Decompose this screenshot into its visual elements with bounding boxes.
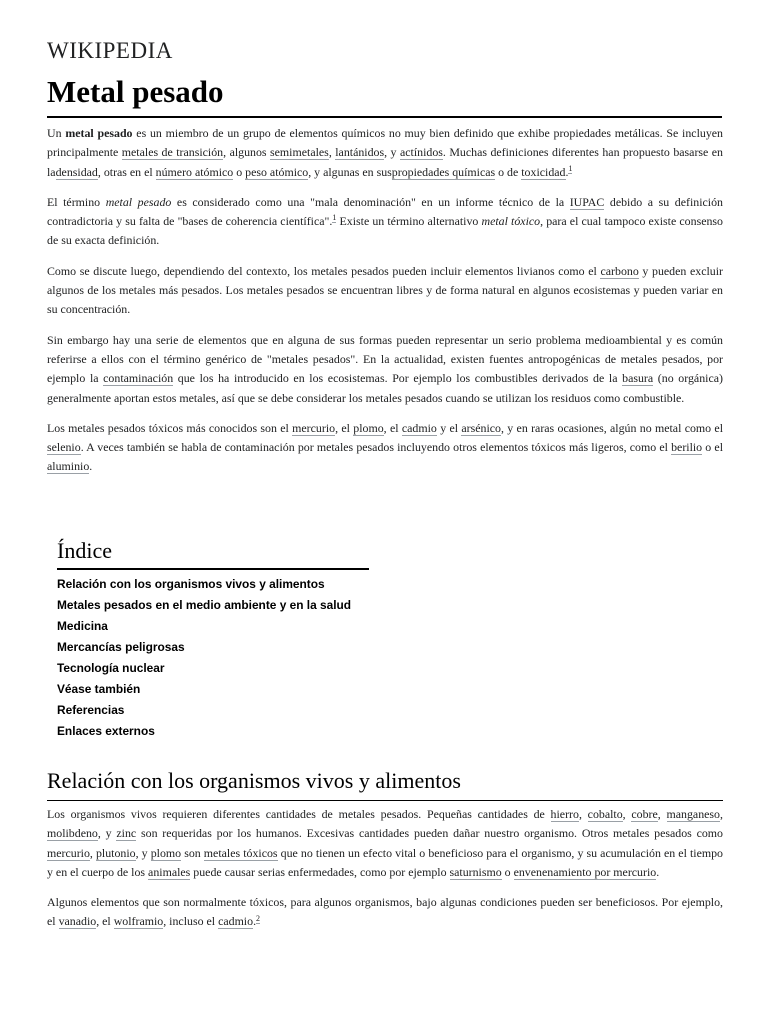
link-lantanidos[interactable]: lantánidos [335,145,385,160]
wikipedia-wordmark[interactable]: WIKIPEDIA [47,38,173,63]
italic-term: metal tóxico [481,214,541,229]
link-mercurio[interactable]: mercurio [47,845,90,860]
link-peso-atomico[interactable]: peso atómico [245,164,309,179]
link-envenenamiento-por-mercurio[interactable]: envenenamiento por mercurio [513,864,657,879]
reference-marker[interactable]: 2 [256,913,261,923]
link-plomo[interactable]: plomo [150,845,182,860]
section-body [47,805,723,943]
bold-term: metal pesado [65,126,133,140]
link-actinidos[interactable]: actínidos [399,145,443,160]
toc-heading: Índice [57,538,112,563]
link-wolframio[interactable]: wolframio [113,914,164,929]
paragraph-4: Sin embargo hay una serie de elementos que en alguna de sus formas pueden representar un serio problema medioambiental y es común referirse a ellos con el término genérico de "metales pesados". En la actualidad, existen fuentes antropogénicas de metales pesados, por ejemplo la contaminación que los ha introducido en los ecosistemas. Por ejemplo los combustibles derivados de la basura (no orgánica) generalmente aportan estos metales, así que se debe considerar los metales pesados cuando se utilizan los residuos como combustible. [47,332,723,405]
link-hierro[interactable]: hierro [550,807,579,821]
link-propiedades-quimicas[interactable]: propiedades químicas [391,164,496,179]
paragraph-2: El término metal pesado es considerado como una "mala denominación" en un informe técnico de la IUPAC debido a su definición contradictoria y su falta de "bases de coherencia científica".$^1$ Existe un término alternativo metal tóxico, para el cual tampoco existe consenso de su exacta definición. [47,194,723,248]
toc-item[interactable]: Metales pesados en el medio ambiente y en la salud [57,598,352,612]
title-underline [47,116,722,118]
link-manganeso[interactable]: manganeso [666,807,721,821]
toc-item[interactable]: Referencias [57,703,125,717]
toc-item[interactable]: Medicina [57,619,108,633]
link-berilio[interactable]: berilio [671,440,703,455]
reference-marker[interactable]: 1 [332,213,337,223]
paragraph-3: Como se discute luego, dependiendo del contexto, los metales pesados pueden incluir elementos livianos como el carbono y pueden excluir algunos de los metales más pesados. Los metales pesados se encuentran libres y de forma natural en algunos ecosistemas y pueden variar en su concentración. [47,263,723,317]
paragraph-1: Un metal pesado es un miembro de un grupo de elementos químicos no muy bien definido que exhibe propiedades metálicas. Se incluyen principalmente metales de transición, algunos semimetales, lantánidos, y actínidos. Muchas definiciones diferentes han propuesto basarse en ladensidad, otras en el número atómico o peso atómico, y algunas en suspropiedades químicas o de toxicidad.$^1$ [47,126,724,179]
link-zinc[interactable]: zinc [116,826,137,841]
link-selenio[interactable]: selenio [47,440,81,455]
section-heading: Relación con los organismos vivos y alimentos [47,768,461,793]
section-paragraph-1: Los organismos vivos requieren diferentes cantidades de metales pesados. Pequeñas cantidades de hierro, cobalto, cobre, manganeso, molibdeno, y zinc son requeridas por los humanos. Excesivas cantidades pueden dañar nuestro organismo. Otros metales pesados como mercurio, plutonio, y plomo son metales tóxicos que no tienen un efecto vital o beneficioso para el organismo, y su acumulación en el tiempo y en el cuerpo de los animales puede causar serias enfermedades, como por ejemplo saturnismo o envenenamiento por mercurio. [47,807,723,879]
toc-item[interactable]: Enlaces externos [57,724,155,738]
reference-marker[interactable]: 1 [568,163,573,173]
link-cadmio[interactable]: cadmio [401,420,437,435]
link-semimetales[interactable]: semimetales [270,145,329,160]
link-cobre[interactable]: cobre [631,807,658,821]
link-carbono[interactable]: carbono [600,263,639,278]
toc-item[interactable]: Relación con los organismos vivos y alimentos [57,577,325,591]
section-underline [47,800,723,801]
link-numero-atomico[interactable]: número atómico [155,164,234,179]
page-title: Metal pesado [47,74,224,109]
link-densidad[interactable]: densidad [55,164,98,179]
link-cobalto[interactable]: cobalto [587,807,623,821]
section-paragraph-2: Algunos elementos que son normalmente tóxicos, para algunos organismos, bajo algunas condiciones pueden ser beneficiosos. Por ejemplo, el vanadio, el wolframio, incluso el cadmio.$^2$ [47,895,723,929]
link-contaminacion[interactable]: contaminación [103,371,174,386]
paragraph-5: Los metales pesados tóxicos más conocidos son el mercurio, el plomo, el cadmio y el arsénico, y en raras ocasiones, algún no metal como el selenio. A veces también se habla de contaminación por metales pesados incluyendo otros elementos tóxicos más ligeros, como el berilio o el aluminio. [47,420,724,474]
link-cadmio[interactable]: cadmio [218,914,254,929]
link-vanadio[interactable]: vanadio [58,914,97,929]
toc-list [57,574,377,742]
link-basura[interactable]: basura [622,371,654,386]
link-aluminio[interactable]: aluminio [47,459,90,474]
toc-underline [57,568,369,570]
link-animales[interactable]: animales [148,864,191,879]
table-of-contents [57,538,377,742]
link-toxicidad[interactable]: toxicidad [521,164,566,179]
toc-item[interactable]: Tecnología nuclear [57,661,165,675]
link-molibdeno[interactable]: molibdeno [47,826,98,841]
italic-term: metal pesado [105,194,172,209]
link-iupac[interactable]: IUPAC [569,194,605,209]
toc-item[interactable]: Véase también [57,682,141,696]
link-metales-toxicos[interactable]: metales tóxicos [203,845,278,860]
link-mercurio[interactable]: mercurio [292,420,336,435]
link-saturnismo[interactable]: saturnismo [449,864,502,879]
article-intro [47,124,723,488]
link-plutonio[interactable]: plutonio [95,845,136,860]
link-arsenico[interactable]: arsénico [461,420,501,435]
link-metales-de-transicion[interactable]: metales de transición [121,145,224,160]
link-plomo[interactable]: plomo [353,420,384,435]
toc-item[interactable]: Mercancías peligrosas [57,640,185,654]
